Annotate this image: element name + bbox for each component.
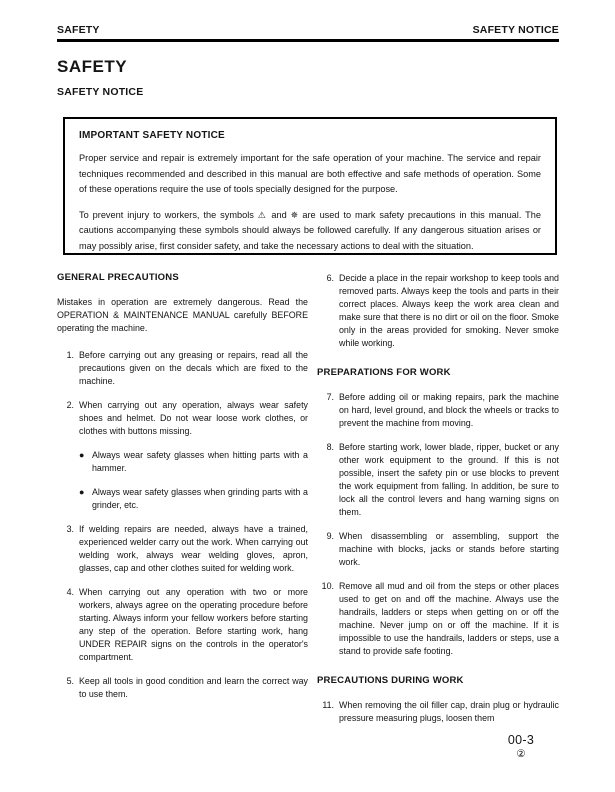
section-heading-preparations-for-work: PREPARATIONS FOR WORK (317, 367, 451, 378)
right-column (317, 272, 559, 736)
list-item-3 (57, 523, 308, 575)
list-item-11 (317, 699, 559, 725)
item-number: 4. (66, 587, 74, 597)
item-number: 5. (66, 676, 74, 686)
list-item-9 (317, 530, 559, 569)
important-safety-notice-box (63, 117, 557, 255)
general-precautions-intro: Mistakes in operation are extremely dangerous. Read the OPERATION & MAINTENANCE MANUAL carefully BEFORE operating the machine. (57, 297, 308, 333)
item-text: When carrying out any operation with two or more workers, always agree on the operating procedure before starting. Always inform your fellow workers before starting any step of the operation. Before starting work, hang UNDER REPAIR signs on the controls in the operator's compartment. (79, 587, 308, 662)
item-text: When removing the oil filler cap, drain plug or hydraulic pressure measuring plugs, loosen them (339, 700, 559, 723)
bullet-icon: ● (79, 450, 85, 460)
running-header-left: SAFETY (57, 24, 100, 36)
page-number: 00-3 (507, 733, 535, 747)
item-text: When disassembling or assembling, support the machine with blocks, jacks or stands before starting work. (339, 531, 559, 567)
list-item-6 (317, 272, 559, 350)
section-heading-precautions-during-work: PRECAUTIONS DURING WORK (317, 675, 464, 686)
page-subtitle: SAFETY NOTICE (57, 86, 144, 98)
bullet-item-grinder (79, 486, 308, 512)
item-number: 8. (326, 442, 334, 452)
item-number: 3. (66, 524, 74, 534)
item-number: 2. (66, 400, 74, 410)
item-text: Remove all mud and oil from the steps or other places used to get on and off the machine. Always use the handrails, ladders or steps when getting on or off the machine. Never jump on or off the machine. If it is impossible to use the handrails, ladders or steps, use a stand to provide safe footing. (339, 581, 559, 656)
list-item-1 (57, 349, 308, 388)
list-item-10 (317, 580, 559, 658)
circled-revision-number: ② (516, 748, 526, 760)
item-text: When carrying out any operation, always wear safety shoes and helmet. Do not wear loose work clothes, or clothes with buttons missing. (79, 400, 308, 436)
list-item-5 (57, 675, 308, 701)
bullet-text: Always wear safety glasses when grinding parts with a grinder, etc. (92, 487, 308, 510)
item-text: Decide a place in the repair workshop to keep tools and removed parts. Always keep the tools and parts in their correct places. Always keep the work area clean and make sure that there is no dirt or oil on the floor. Smoke only in the areas provided for smoking. Never smoke while working. (339, 273, 559, 348)
list-item-4 (57, 586, 308, 664)
bullet-icon: ● (79, 487, 85, 497)
running-header-right: SAFETY NOTICE (472, 24, 559, 36)
item-text: Before carrying out any greasing or repairs, read all the precautions given on the decals which are fixed to the machine. (79, 350, 308, 386)
list-item-8 (317, 441, 559, 519)
item-number: 7. (326, 392, 334, 402)
page-footer (490, 733, 552, 760)
page-title: SAFETY (57, 57, 128, 76)
list-item-7 (317, 391, 559, 430)
item-text: Before starting work, lower blade, ripper, bucket or any other work equipment to the ground. If this is not possible, insert the safety pin or use blocks to prevent the work equipment from falling. In addition, be sure to lock all the control levers and hang warning signs on them. (339, 442, 559, 517)
list-item-2 (57, 399, 308, 438)
notice-heading: IMPORTANT SAFETY NOTICE (79, 130, 225, 141)
item-number: 10. (321, 581, 334, 591)
item-text: If welding repairs are needed, always have a trained, experienced welder carry out the work. When carrying out welding work, always wear welding gloves, apron, glasses, cap and other clothes suited for welding work. (79, 524, 308, 573)
item-number: 1. (66, 350, 74, 360)
body-columns (57, 272, 559, 736)
item-text: Before adding oil or making repairs, park the machine on hard, level ground, and block the wheels or tracks to prevent the machine from moving. (339, 392, 559, 428)
running-header (57, 24, 559, 42)
left-column (57, 272, 308, 736)
item-number: 11. (322, 700, 334, 710)
item-text: Keep all tools in good condition and learn the correct way to use them. (79, 676, 308, 699)
section-heading-general-precautions: GENERAL PRECAUTIONS (57, 272, 179, 283)
notice-paragraph-2: To prevent injury to workers, the symbols ⚠ and ✵ are used to mark safety precautions in this manual. The cautions accompanying these symbols should always be followed carefully. If any dangerous situation arises or may possibly arise, first consider safety, and take the necessary actions to deal with the situation. (79, 209, 541, 251)
item-number: 9. (326, 531, 334, 541)
notice-paragraph-1: Proper service and repair is extremely important for the safe operation of your machine. The service and repair techniques recommended and described in this manual are both effective and safe methods of operation. Some of these operations require the use of tools specially designed for the purpose. (79, 153, 541, 194)
bullet-item-hammer (79, 449, 308, 475)
item-number: 6. (326, 273, 334, 283)
bullet-text: Always wear safety glasses when hitting parts with a hammer. (92, 450, 308, 473)
